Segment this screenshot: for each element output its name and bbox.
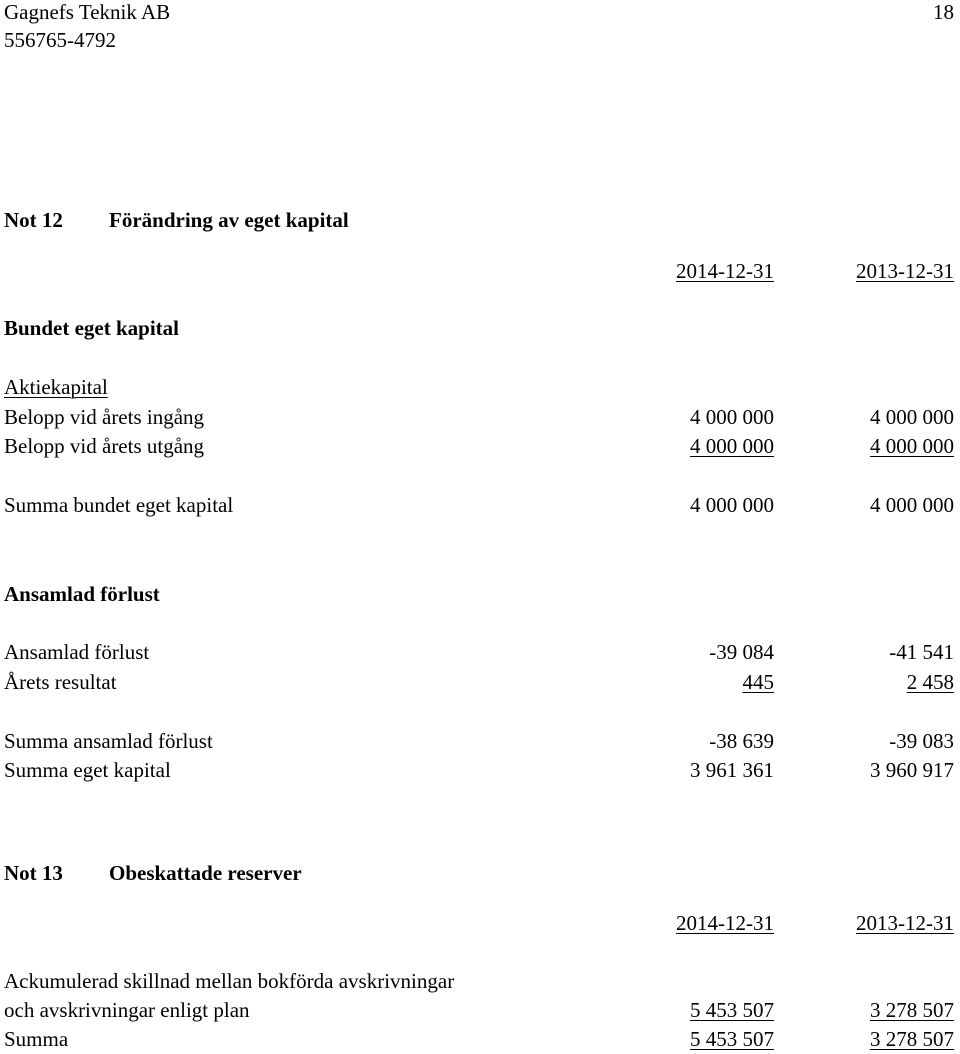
row-value-arets-resultat-2014: 445 (742, 670, 774, 694)
note12-title: Förändring av eget kapital (109, 208, 349, 232)
subsection-aktiekapital: Aktiekapital (4, 375, 108, 399)
row-value-summa-ansamlad-2013: -39 083 (889, 729, 954, 753)
row-value-summa-reserver-2014: 5 453 507 (690, 1027, 774, 1051)
row-value-summa-eget-2013: 3 960 917 (870, 758, 954, 782)
org-number: 556765-4792 (4, 28, 116, 52)
row-value-arets-resultat-2013: 2 458 (906, 670, 954, 694)
row-value-ansamlad-2014: -39 084 (709, 640, 774, 664)
row-label-summa-reserver: Summa (4, 1027, 69, 1051)
row-label-summa-bundet: Summa bundet eget kapital (4, 493, 234, 517)
row-label-ackumulerad-line1: Ackumulerad skillnad mellan bokförda avskrivningar (4, 969, 455, 993)
row-value-summa-reserver-2013: 3 278 507 (870, 1027, 954, 1051)
note12-number: Not 12 (4, 208, 63, 232)
row-value-utgang-2013: 4 000 000 (870, 434, 954, 458)
page-number: 18 (933, 0, 954, 24)
note12-col1-header: 2014-12-31 (676, 259, 774, 283)
row-label-ackumulerad-line2: och avskrivningar enligt plan (4, 998, 250, 1022)
note12-col2-header: 2013-12-31 (856, 259, 954, 283)
row-value-ackumulerad-2013: 3 278 507 (870, 998, 954, 1022)
row-value-utgang-2014: 4 000 000 (690, 434, 774, 458)
note13-title: Obeskattade reserver (109, 861, 302, 885)
note13-number: Not 13 (4, 861, 63, 885)
row-value-ansamlad-2013: -41 541 (889, 640, 954, 664)
row-label-summa-eget-kapital: Summa eget kapital (4, 758, 171, 782)
row-value-summa-bundet-2013: 4 000 000 (870, 493, 954, 517)
row-value-ingang-2013: 4 000 000 (870, 405, 954, 429)
note13-col2-header: 2013-12-31 (856, 911, 954, 935)
row-value-ingang-2014: 4 000 000 (690, 405, 774, 429)
row-label-ansamlad-forlust: Ansamlad förlust (4, 640, 150, 664)
section-ansamlad-forlust: Ansamlad förlust (4, 582, 160, 606)
row-label-ingang: Belopp vid årets ingång (4, 405, 205, 429)
row-label-utgang: Belopp vid årets utgång (4, 434, 205, 458)
row-label-summa-ansamlad: Summa ansamlad förlust (4, 729, 213, 753)
row-value-ackumulerad-2014: 5 453 507 (690, 998, 774, 1022)
row-value-summa-ansamlad-2014: -38 639 (709, 729, 774, 753)
section-bundet-eget-kapital: Bundet eget kapital (4, 316, 180, 340)
row-value-summa-bundet-2014: 4 000 000 (690, 493, 774, 517)
company-name: Gagnefs Teknik AB (4, 0, 171, 24)
note13-col1-header: 2014-12-31 (676, 911, 774, 935)
row-value-summa-eget-2014: 3 961 361 (690, 758, 774, 782)
row-label-arets-resultat: Årets resultat (4, 670, 117, 694)
